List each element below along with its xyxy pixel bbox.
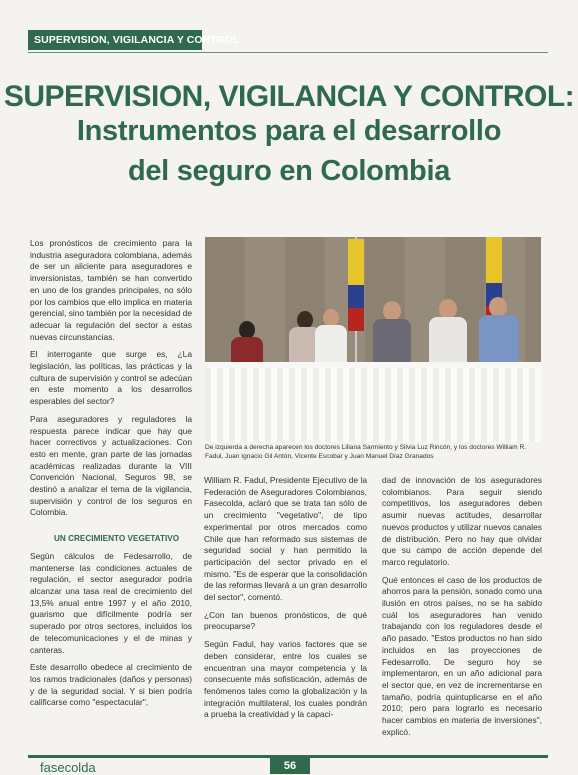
page-number: 56 bbox=[270, 758, 310, 774]
article-column-3 bbox=[382, 475, 542, 744]
article-column-2 bbox=[204, 475, 367, 727]
paragraph: Los pronósticos de crecimiento para la industria aseguradora colombiana, además de ser un aliciente para aseguradores e inversionistas, también se han convertido en uno de los grandes principales, no sólo por los cambios que ello implica en materia gerencial, sino también por la necesidad de adecuar la regulación del sector a estas nuevas circunstancias. bbox=[30, 238, 192, 342]
event-photo bbox=[205, 237, 541, 442]
table-cloth bbox=[205, 368, 541, 442]
paragraph: Según Fadul, hay varios factores que se deben considerar, entre los cuales se encuentran una mayor competencia y la consecuente más sofisticación, además de fenómenos tales como la globalización y la integración multilateral, los cuales pondrán a prueba la creatividad y la capaci- bbox=[204, 639, 367, 720]
fasecolda-logo: fasecolda bbox=[40, 760, 96, 775]
section-label: SUPERVISION, VIGILANCIA Y CONTROL bbox=[28, 30, 202, 50]
paragraph: William R. Fadul, Presidente Ejecutivo de la Federación de Aseguradores Colombianos, Fasecolda, aclaró que se trata tan sólo de un crecimiento "vegetativo", de tipo experimental por otros mercados como Chile que han reformado sus sistemas de seguridad social y han permitido la participación del sector privado en el mismo. "Es de esperar que la consolidación de las reformas llevará a un gran desarrollo del sector", comentó. bbox=[204, 475, 367, 603]
colombia-flag-icon bbox=[348, 239, 364, 331]
article-title-line1: SUPERVISION, VIGILANCIA Y CONTROL: bbox=[3, 80, 575, 113]
header-rule bbox=[28, 52, 548, 53]
article-title-line2: Instrumentos para el desarrollo bbox=[76, 115, 502, 147]
paragraph: Qué entonces el caso de los productos de ahorros para la pensión, sonado como una ilusión en otros países, no se ha sabido cuál los aseguradores han venido trabajando con los reguladores desde el año pasado. "Estos productos no han sido incluidos en las proyecciones de Fedesarrollo. De seguro hoy se implementaron, en un año adicional para el sector que, en vez de incrementarse en tamaño, podría quintuplicarse en el año 2010; pero para lograrlo es necesario hacer cambios en materia de inversiones", explicó. bbox=[382, 574, 542, 737]
photo-caption: De izquierda a derecha aparecen los doctores Liliana Sarmiento y Silvia Luz Rincón, y los doctores William R. Fadul, Juan Ignacio Gil Antón, Vicente Escobar y Juan Manuel Díaz Granados bbox=[205, 444, 527, 460]
paragraph: Según cálculos de Fedesarrollo, de mantenerse las condiciones actuales de regulación, el sector asegurador podría alcanzar una tasa real de crecimiento del 13,5% anual entre 1997 y el año 2010, guarismo que difícilmente podría ser superado por otros sectores, incluidos los de telecomunicaciones y el de minas y canteras. bbox=[30, 550, 192, 655]
article-column-1 bbox=[30, 238, 192, 715]
paragraph: dad de innovación de los aseguradores colombianos. Para seguir siendo competitivos, los aseguradores deben asumir nuevas actitudes, desarrollar nuevos productos y utilizar nuevos canales de distribución. Pero no hay que olvidar que su campo de acción depende del marco regulatorio. bbox=[382, 475, 542, 567]
paragraph: Para aseguradores y reguladores la respuesta parece indicar que hay que hacer correctivos y actualizaciones. Con esto en mente, gran parte de las jornadas académicas realizadas durante la VIII Convención Nacional, Seguros 98, se destinó a analizar el tema de la vigilancia, supervisión y control de los seguros en Colombia. bbox=[30, 413, 192, 518]
article-title-line3: del seguro en Colombia bbox=[127, 155, 451, 187]
subheading: UN CRECIMIENTO VEGETATIVO bbox=[54, 534, 180, 544]
paragraph: ¿Con tan buenos pronósticos, de qué preocuparse? bbox=[204, 609, 367, 632]
paragraph: Este desarrollo obedece al crecimiento de los ramos tradicionales (daños y personas) y de la seguridad social. Y si bien podría calificarse como "espectacular", bbox=[30, 662, 192, 708]
paragraph: El interrogante que surge es, ¿La legislación, las políticas, las prácticas y la cultura de supervisión y control se adecúan en este momento a los desarrollos esperables del sector? bbox=[30, 349, 192, 407]
